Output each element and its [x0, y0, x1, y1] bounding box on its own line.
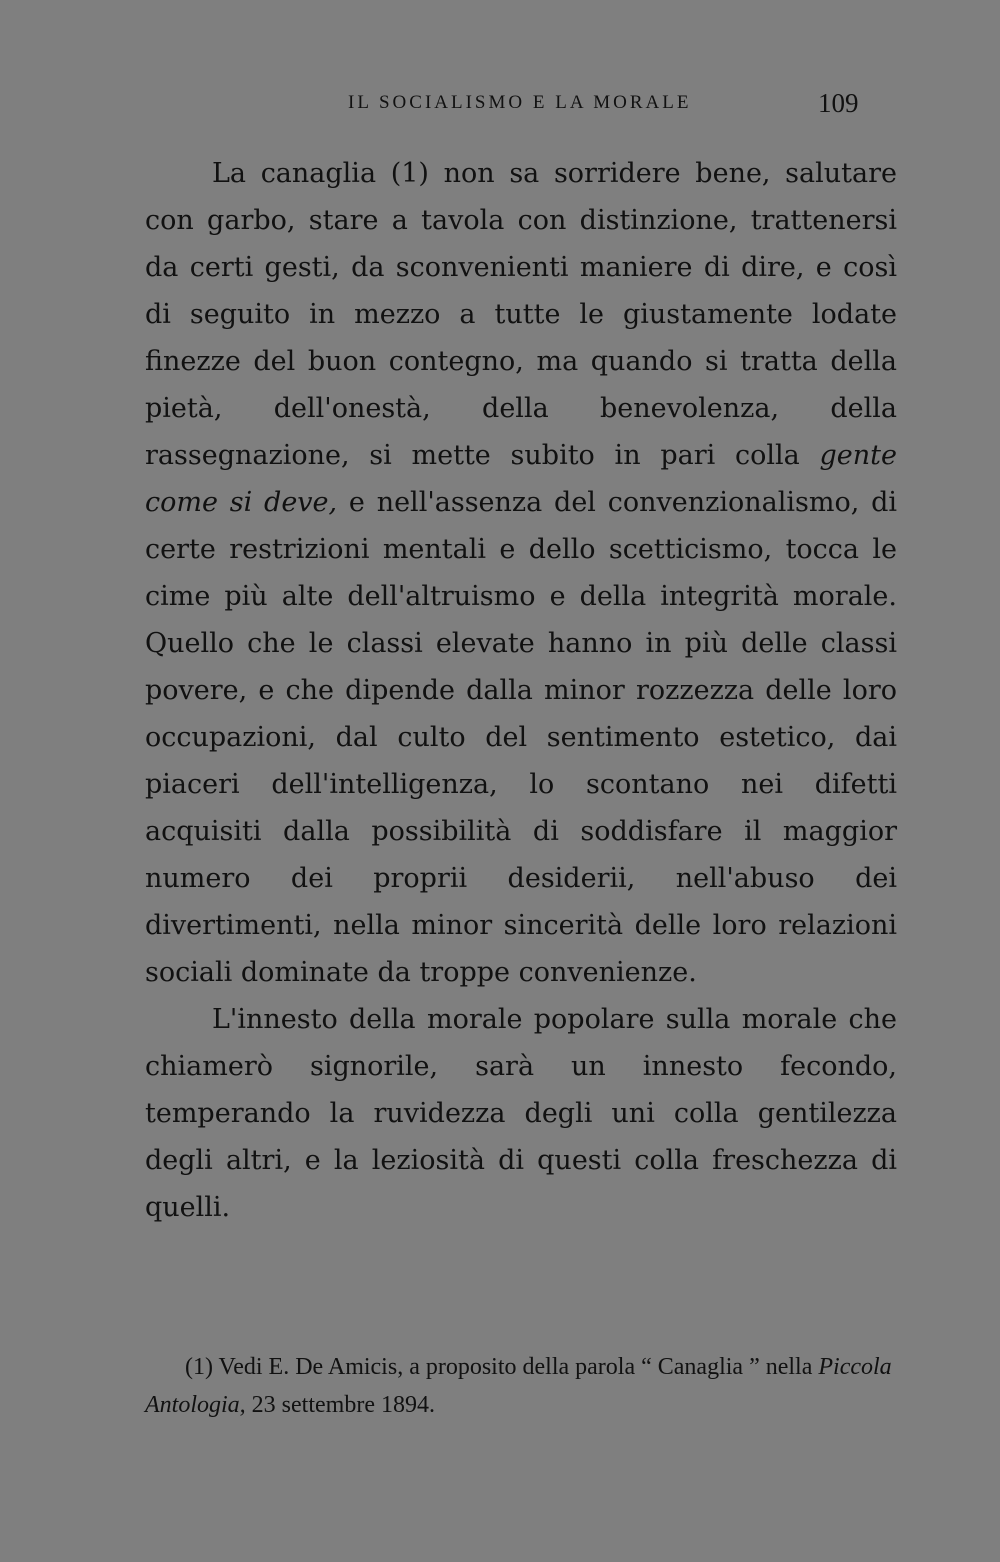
paragraph-1: [145, 150, 897, 996]
page-number: 109: [818, 88, 859, 118]
running-title: IL SOCIALISMO E LA MORALE: [348, 92, 692, 113]
paragraph-1-text-a: non sa sorridere bene, salutare con garbo, stare a tavola con distinzione, trattenersi da certi gesti, da sconvenienti maniere di dire, e così di seguito in mezzo a tutte le giustamente lodate finezze del buon contegno, ma quando si tratta della pietà, dell'onestà, della benevolenza, della rassegnazione, si mette subito in pari colla: [145, 158, 897, 471]
main-text: [145, 150, 897, 1231]
footnote-reference: (1): [390, 158, 429, 189]
footnote-text-a: Vedi E. De Amicis, a proposito della parola “ Canaglia ” nella: [212, 1354, 819, 1380]
footnote-marker: (1): [185, 1354, 213, 1380]
footnote-italic: Piccola Antologia,: [145, 1354, 892, 1418]
footnote-text-b: 23 settembre 1894.: [245, 1392, 435, 1418]
footnote: [145, 1348, 905, 1424]
paragraph-1-italic: gente come si deve,: [145, 440, 897, 518]
paragraph-1-start: La canaglia: [212, 158, 391, 189]
paragraph-2: L'innesto della morale popolare sulla morale che chiamerò signorile, sarà un innesto fecondo, temperando la ruvidezza degli uni colla gentilezza degli altri, e la leziosità di questi colla freschezza di quelli.: [145, 1004, 897, 1223]
paragraph-1-text-b: e nell'assenza del convenzionalismo, di certe restrizioni mentali e dello scetticismo, tocca le cime più alte dell'altruismo e della integrità morale. Quello che le classi elevate hanno in più delle classi povere, e che dipende dalla minor rozzezza delle loro occupazioni, dal culto del sentimento estetico, dai piaceri dell'intelligenza, lo scontano nei difetti acquisiti dalla possibilità di soddisfare il maggior numero dei proprii desiderii, nell'abuso dei divertimenti, nella minor sincerità delle loro relazioni sociali dominate da troppe convenienze.: [145, 487, 897, 988]
